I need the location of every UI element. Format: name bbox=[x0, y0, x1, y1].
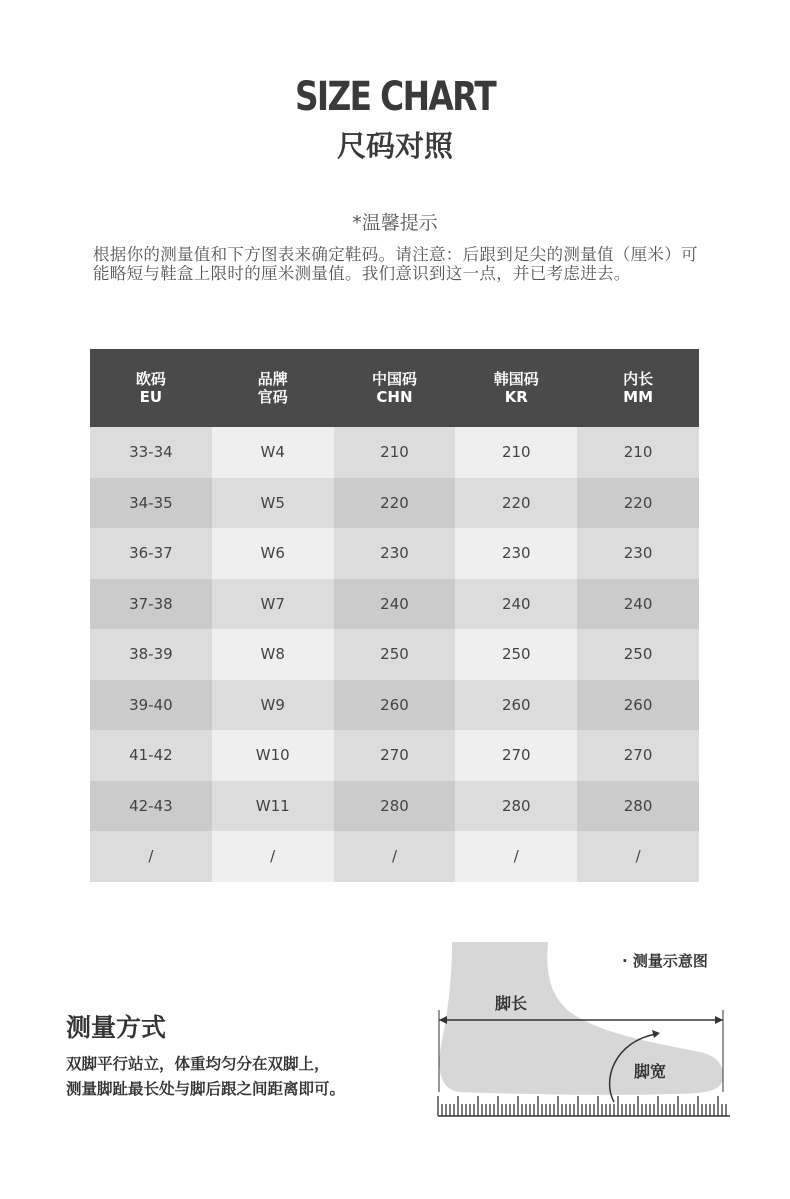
cell-brand: / bbox=[212, 831, 334, 882]
tip-text: 根据你的测量值和下方图表来确定鞋码。请注意：后跟到足尖的测量值（厘米）可能略短与鞋盒上限时的厘米测量值。我们意识到这一点，并已考虑进去。 bbox=[93, 245, 698, 283]
cell-mm: 270 bbox=[577, 730, 699, 781]
header-brand-line1: 品牌 bbox=[257, 370, 288, 388]
cell-kr: 240 bbox=[455, 579, 577, 630]
cell-chn: 240 bbox=[334, 579, 456, 630]
table-row bbox=[90, 629, 699, 680]
measure-line-1: 双脚平行站立，体重均匀分在双脚上， bbox=[66, 1055, 330, 1073]
header-chn bbox=[334, 349, 456, 427]
cell-mm: 220 bbox=[577, 478, 699, 529]
cell-eu: 41-42 bbox=[90, 730, 212, 781]
cell-chn: 270 bbox=[334, 730, 456, 781]
header-chn-line2: CHN bbox=[376, 388, 413, 406]
size-table bbox=[90, 349, 699, 882]
diagram-legend: · 测量示意图 bbox=[622, 952, 708, 970]
cell-chn: 210 bbox=[334, 427, 456, 478]
cell-kr: 210 bbox=[455, 427, 577, 478]
tip-title: *温馨提示 bbox=[352, 212, 438, 234]
foot-width-label: 脚宽 bbox=[634, 1062, 667, 1081]
cell-eu: 39-40 bbox=[90, 680, 212, 731]
header-brand-line2: 官码 bbox=[257, 388, 288, 406]
header-mm-line1: 内长 bbox=[623, 370, 654, 388]
cell-eu: / bbox=[90, 831, 212, 882]
cell-brand: W5 bbox=[212, 478, 334, 529]
measure-title: 测量方式 bbox=[66, 1013, 167, 1042]
table-row bbox=[90, 528, 699, 579]
foot-length-label: 脚长 bbox=[495, 994, 528, 1013]
table-row bbox=[90, 579, 699, 630]
cell-mm: / bbox=[577, 831, 699, 882]
cell-mm: 260 bbox=[577, 680, 699, 731]
table-header-row bbox=[90, 349, 699, 427]
cell-chn: 260 bbox=[334, 680, 456, 731]
cell-chn: 250 bbox=[334, 629, 456, 680]
cell-chn: 230 bbox=[334, 528, 456, 579]
table-row bbox=[90, 831, 699, 882]
cell-kr: 230 bbox=[455, 528, 577, 579]
cell-kr: 250 bbox=[455, 629, 577, 680]
cell-eu: 36-37 bbox=[90, 528, 212, 579]
table-row bbox=[90, 781, 699, 832]
cell-chn: 280 bbox=[334, 781, 456, 832]
table-row bbox=[90, 427, 699, 478]
measure-instructions bbox=[66, 1052, 345, 1102]
cell-mm: 210 bbox=[577, 427, 699, 478]
cell-mm: 250 bbox=[577, 629, 699, 680]
header-kr-line2: KR bbox=[504, 388, 528, 406]
foot-diagram bbox=[430, 930, 750, 1130]
cell-mm: 230 bbox=[577, 528, 699, 579]
header-eu-line1: 欧码 bbox=[135, 370, 166, 388]
cell-kr: 220 bbox=[455, 478, 577, 529]
length-arrow-right-head bbox=[715, 1016, 723, 1024]
header-chn-line1: 中国码 bbox=[371, 370, 417, 388]
cell-eu: 38-39 bbox=[90, 629, 212, 680]
cell-brand: W9 bbox=[212, 680, 334, 731]
cell-brand: W10 bbox=[212, 730, 334, 781]
cell-eu: 37-38 bbox=[90, 579, 212, 630]
cell-eu: 42-43 bbox=[90, 781, 212, 832]
cell-brand: W8 bbox=[212, 629, 334, 680]
cell-kr: 280 bbox=[455, 781, 577, 832]
cell-kr: / bbox=[455, 831, 577, 882]
cell-kr: 260 bbox=[455, 680, 577, 731]
header-kr-line1: 韩国码 bbox=[493, 370, 539, 388]
length-arrow-left-head bbox=[439, 1016, 447, 1024]
header-eu-line2: EU bbox=[139, 388, 163, 406]
cell-brand: W4 bbox=[212, 427, 334, 478]
table-row bbox=[90, 478, 699, 529]
header-mm bbox=[577, 349, 699, 427]
cell-mm: 280 bbox=[577, 781, 699, 832]
cell-kr: 270 bbox=[455, 730, 577, 781]
title-en: SIZE CHART bbox=[294, 74, 496, 120]
header-brand bbox=[212, 349, 334, 427]
cell-chn: 220 bbox=[334, 478, 456, 529]
table-row bbox=[90, 680, 699, 731]
measure-line-2: 测量脚趾最长处与脚后跟之间距离即可。 bbox=[66, 1080, 346, 1098]
foot-shape bbox=[439, 942, 723, 1095]
table-row bbox=[90, 730, 699, 781]
cell-eu: 34-35 bbox=[90, 478, 212, 529]
header-eu bbox=[90, 349, 212, 427]
width-arc-head bbox=[652, 1030, 660, 1038]
cell-eu: 33-34 bbox=[90, 427, 212, 478]
cell-brand: W11 bbox=[212, 781, 334, 832]
cell-mm: 240 bbox=[577, 579, 699, 630]
header-kr bbox=[455, 349, 577, 427]
cell-brand: W7 bbox=[212, 579, 334, 630]
ruler-ticks bbox=[438, 1096, 726, 1116]
cell-chn: / bbox=[334, 831, 456, 882]
cell-brand: W6 bbox=[212, 528, 334, 579]
header-mm-line2: MM bbox=[623, 388, 654, 406]
title-cn: 尺码对照 bbox=[336, 129, 453, 163]
